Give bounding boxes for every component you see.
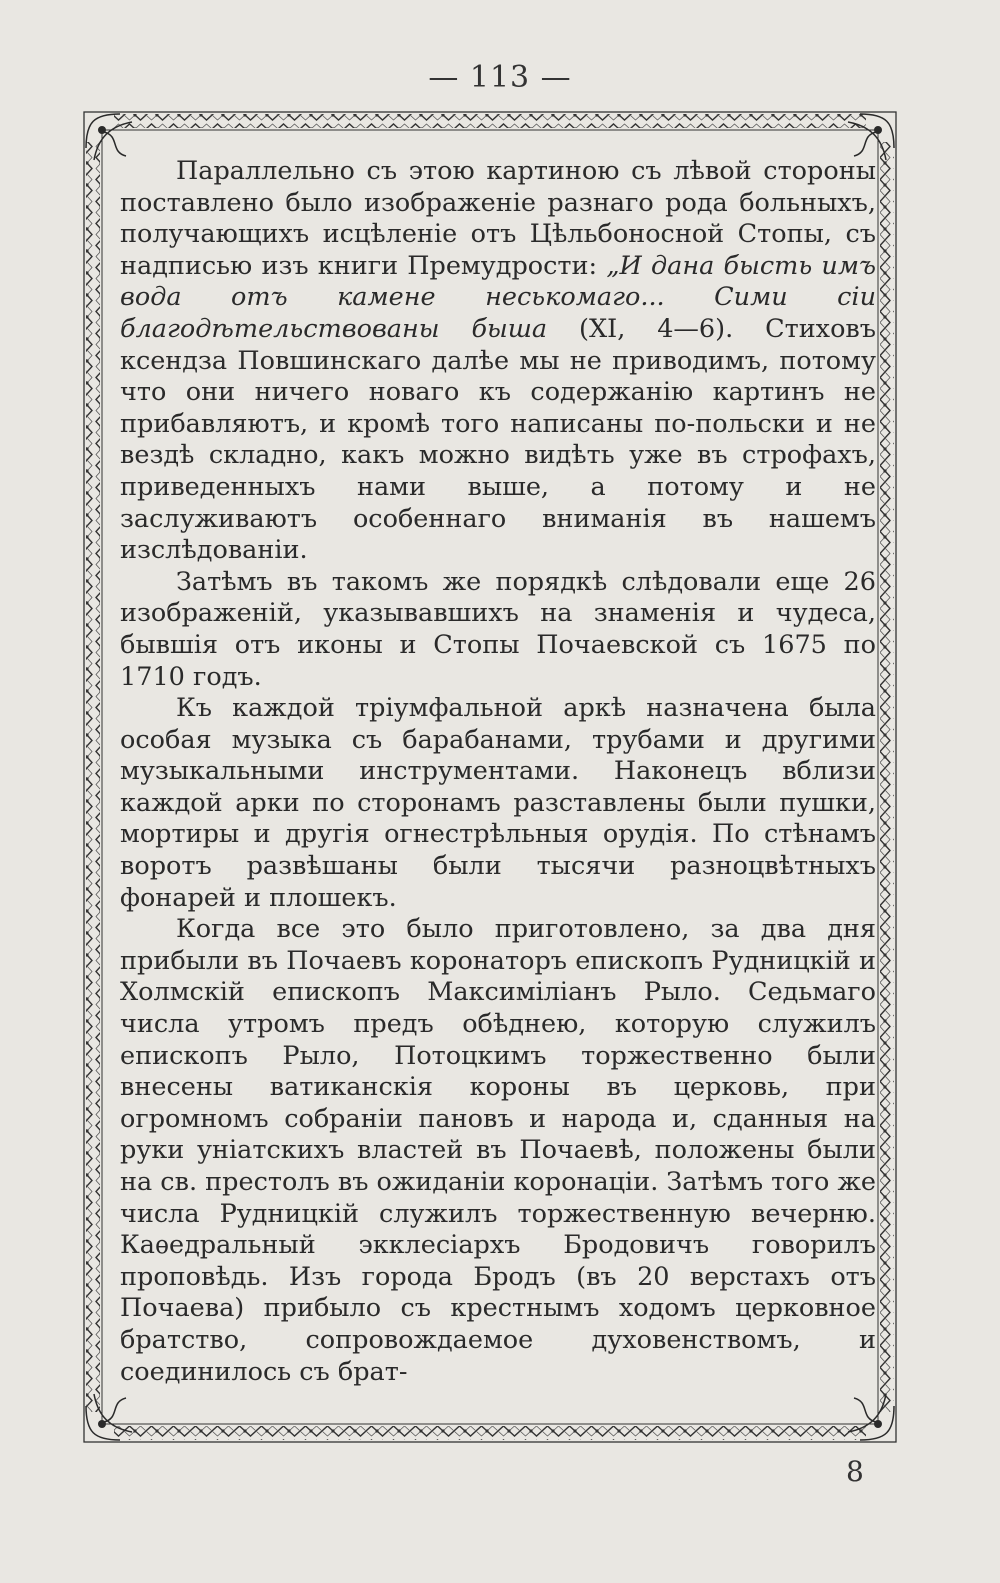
paragraph-4: Когда все это было приготовлено, за два дня прибыли въ Почаевъ коронаторъ епископъ Рудницкій и Холмскій епископъ Максиміліанъ Рыло. Седьмаго числа утромъ предъ обѣднею, которую служилъ епископъ Рыло, Потоцкимъ торжественно были внесены ватиканскія короны въ церковь, при огромномъ собраніи пановъ и народа и, сданныя на руки уніатскихъ властей въ Почаевѣ, положены были на св. престолъ въ ожиданіи коронаціи. Затѣмъ того же числа Рудницкій служилъ торжественную вечерню. Каѳедральный экклесіархъ Бродовичъ говорилъ проповѣдь. Изъ города Бродъ (въ 20 верстахъ отъ Почаева) прибыло съ крестнымъ ходомъ церковное братство, сопровождаемое духовенствомъ, и соединилось съ брат- — [120, 914, 876, 1387]
signature-mark: 8 — [846, 1455, 864, 1488]
paragraph-1-lead: Параллельно съ этою картиною съ лѣвой стороны поставлено было изображеніе разнаго рода больныхъ, получающихъ исцѣленіе отъ Цѣльбоносной Стопы, съ надписью изъ книги Премудрости: — [120, 156, 876, 281]
scripture-quote: „И дана бысть имъ вода отъ камене неськомаго... Сими сіи благодѣтельствованы быша — [120, 250, 876, 344]
page-number: — 113 — — [428, 60, 572, 95]
paragraph-3: Къ каждой тріумфальной аркѣ назначена была особая музыка съ барабанами, трубами и другими музыкальными инструментами. Наконецъ вблизи каждой арки по сторонамъ разставлены были пушки, мортиры и другія огнестрѣльныя орудія. По стѣнамъ воротъ развѣшаны были тысячи разноцвѣтныхъ фонарей и плошекъ. — [120, 693, 876, 913]
main-text — [120, 156, 876, 1388]
paragraph-2: Затѣмъ въ такомъ же порядкѣ слѣдовали еще 26 изображеній, указывавшихъ на знаменія и чудеса, бывшія отъ иконы и Стопы Почаевской съ 1675 по 1710 годъ. — [120, 566, 876, 692]
paragraph-1 — [120, 156, 876, 567]
paragraph-1-tail: (XI, 4—6). Стиховъ ксендза Повшинскаго далѣе мы не приводимъ, потому что они ничего новаго къ содержанію картинъ не прибавляютъ, и кромѣ того написаны по-польски и не вездѣ складно, какъ можно видѣть уже въ строфахъ, приведенныхъ нами выше, а потому и не заслуживаютъ особеннаго вниманія въ нашемъ изслѣдованіи. — [120, 313, 877, 566]
